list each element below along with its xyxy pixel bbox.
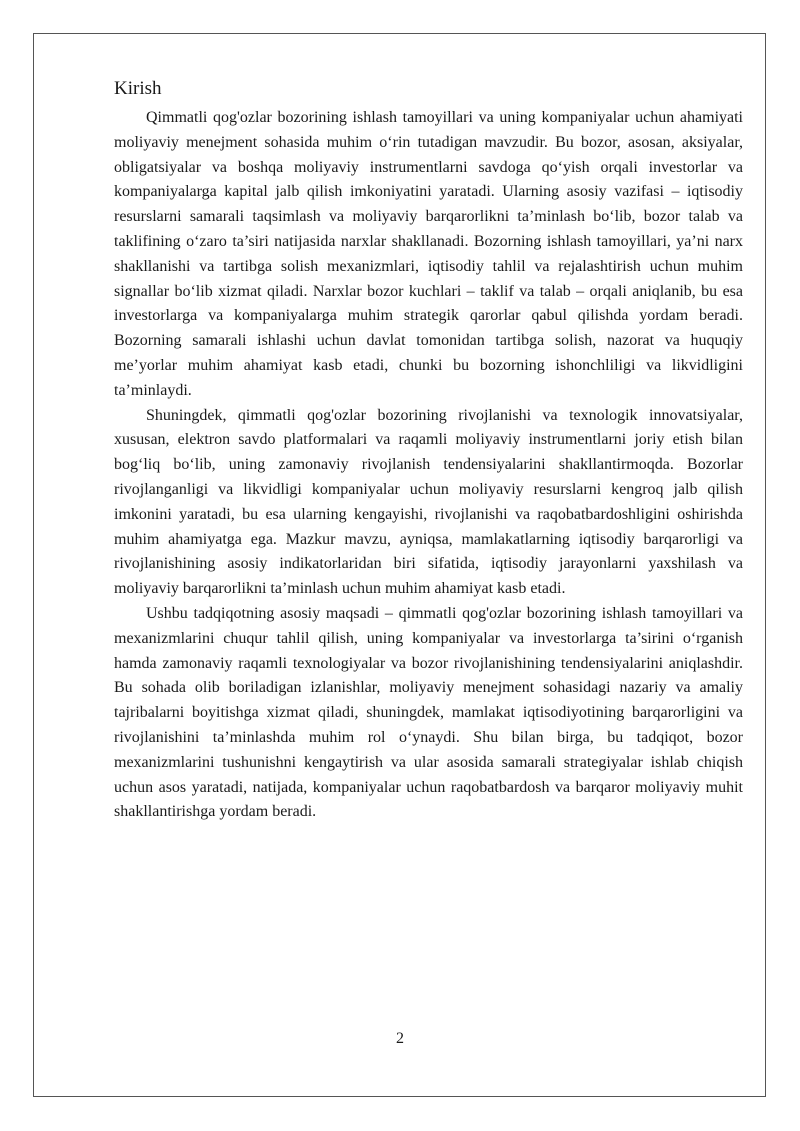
document-body	[114, 76, 743, 825]
paragraph-2: Shuningdek, qimmatli qog'ozlar bozorining rivojlanishi va texnologik innovatsiyalar, xususan, elektron savdo platformalari va raqamli moliyaviy instrumentlarni joriy etish bilan bog‘liq bo‘lib, uning zamonaviy rivojlanish tendensiyalarini shakllantirmoqda. Bozorlar rivojlanganligi va likvidligi kompaniyalar uchun moliyaviy resurslarni kengroq jalb qilish imkonini yaratadi, bu esa ularning kengayishi, rivojlanishi va raqobatbardoshligini oshirishda muhim ahamiyatga ega. Mazkur mavzu, ayniqsa, mamlakatlarning iqtisodiy barqarorligi va rivojlanishining asosiy indikatorlaridan biri sifatida, iqtisodiy jarayonlarni yaxshilash va moliyaviy barqarorlikni ta’minlash uchun muhim ahamiyat kasb etadi.	[114, 406, 743, 598]
paragraph-1: Qimmatli qog'ozlar bozorining ishlash tamoyillari va uning kompaniyalar uchun ahamiyati moliyaviy menejment sohasida muhim o‘rin tutadigan mavzudir. Bu bozor, asosan, aksiyalar, obligatsiyalar va boshqa moliyaviy instrumentlarni savdoga qo‘yish orqali investorlar va kompaniyalarga kapital jalb qilish imkoniyatini yaratadi. Ularning asosiy vazifasi – iqtisodiy resurslarni samarali taqsimlash va moliyaviy barqarorlikni ta’minlash bo‘lib, bozor talab va taklifining o‘zaro ta’siri natijasida narxlar shakllanadi. Bozorning ishlash tamoyillari, ya’ni narx shakllanishi va tartibga solish mexanizmlari, iqtisodiy tahlil va rejalashtirish uchun muhim signallar bo‘lib xizmat qiladi. Narxlar bozor kuchlari – taklif va talab – orqali aniqlanib, bu esa investorlarga va kompaniyalarga muhim strategik qarorlar qabul qilishda yordam beradi. Bozorning samarali ishlashi uchun davlat tomonidan tartibga solish, nazorat va huquqiy me’yorlar muhim ahamiyat kasb etadi, chunki bu bozorning ishonchliligi va likvidligini ta’minlaydi.	[114, 109, 743, 399]
section-heading: Kirish	[114, 78, 162, 99]
paragraph-3: Ushbu tadqiqotning asosiy maqsadi – qimmatli qog'ozlar bozorining ishlash tamoyillari va mexanizmlarini chuqur tahlil qilish, uning kompaniyalar va investorlarga ta’sirini o‘rganish hamda zamonaviy raqamli texnologiyalar va bozor rivojlanishining tendensiyalarini aniqlashdir. Bu sohada olib boriladigan izlanishlar, moliyaviy menejment sohasidagi nazariy va amaliy tajribalarni boyitishga xizmat qiladi, shuningdek, mamlakat iqtisodiyotining barqarorligini va rivojlanishini ta’minlashda muhim rol o‘ynaydi. Shu bilan birga, bu tadqiqot, bozor mexanizmlarini tushunishni kengaytirish va ular asosida samarali strategiyalar ishlab chiqish uchun asos yaratadi, natijada, kompaniyalar uchun raqobatbardosh va barqaror moliyaviy muhit shakllantirishga yordam beradi.	[114, 604, 743, 821]
page-number: 2	[396, 1030, 404, 1047]
